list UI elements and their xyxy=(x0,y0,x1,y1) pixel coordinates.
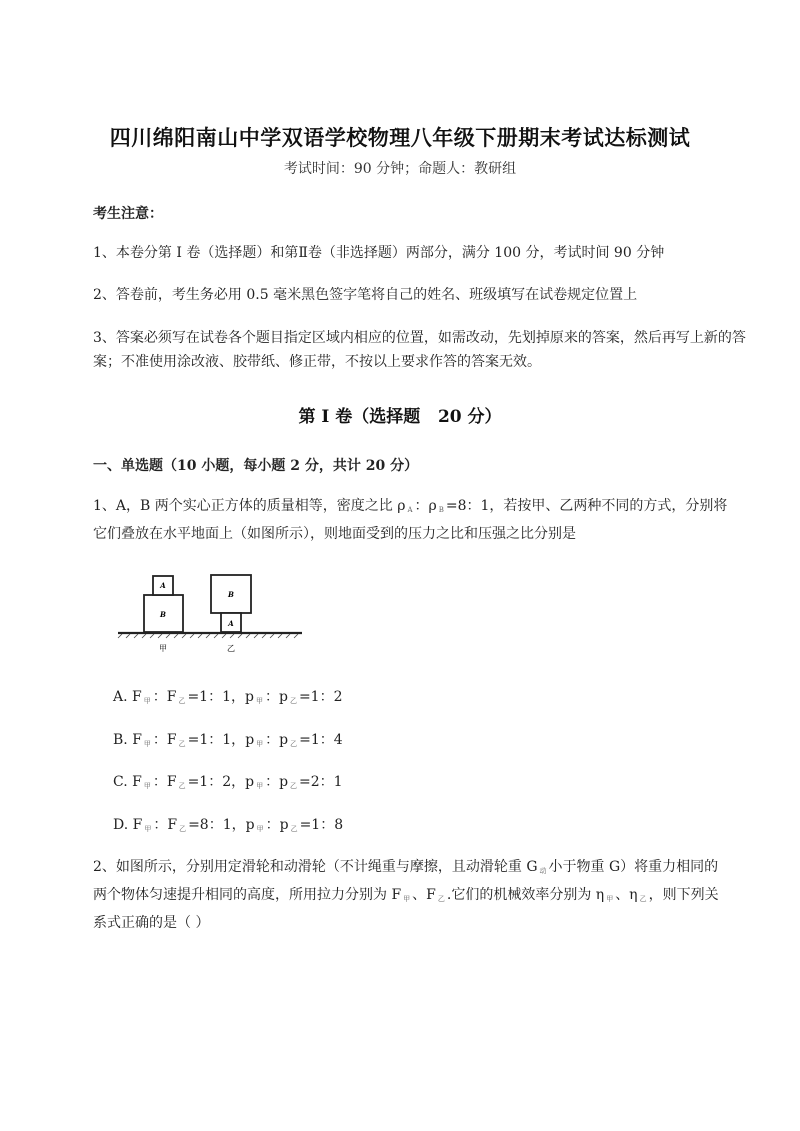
q2-text-b: 小于物重 G）将重力相同的 xyxy=(548,859,719,875)
notice-item-1: 1、本卷分第 I 卷（选择题）和第Ⅱ卷（非选择题）两部分，满分 100 分，考试时间 90 分钟 xyxy=(93,245,665,261)
sub-yi: 乙 xyxy=(290,782,298,790)
q2-text-f: 、η xyxy=(615,887,638,903)
option-letter: D. xyxy=(113,817,129,833)
sub-yi: 乙 xyxy=(178,782,186,790)
sub-jia: 甲 xyxy=(256,782,264,790)
sub-jia: 甲 xyxy=(143,697,151,705)
option-letter: A. xyxy=(113,689,128,705)
q1-option-c[interactable]: C. F $_甲$ ：F $_乙$ =1：2，p $_甲$ ：p $_乙$ =2：1 xyxy=(113,774,343,790)
sub-yi: 乙 xyxy=(179,825,187,833)
pressure-ratio: =1：8 xyxy=(299,817,344,833)
q2-text-a: 2、如图所示，分别用定滑轮和动滑轮（不计绳重与摩擦，且动滑轮重 G xyxy=(93,859,538,875)
notice-item-3: 3、答案必须写在试卷各个题目指定区域内相应的位置，如需改动，先划掉原来的答案，然后再写上新的答案；不准使用涂改液、胶带纸、修正带，不按以上要求作答的答案无效。 xyxy=(93,330,746,370)
sub-yi: 乙 xyxy=(290,740,298,748)
notice-heading: 考生注意： xyxy=(93,206,163,222)
q1-sub-a: A xyxy=(407,506,413,514)
force-ratio: =1：1， xyxy=(187,732,246,748)
q1-sub-b: B xyxy=(438,506,444,514)
q1-option-d[interactable]: D. F $_甲$ ：F $_乙$ =8：1，p $_甲$ ：p $_乙$ =1：8 xyxy=(113,817,344,833)
q2-sub-dong: 动 xyxy=(539,867,547,875)
q2-text-d: 、F xyxy=(412,887,436,903)
sub-jia: 甲 xyxy=(256,740,264,748)
sub-yi: 乙 xyxy=(178,697,186,705)
jia-box-b-label: B xyxy=(160,610,166,619)
q2-sub-jia: 甲 xyxy=(403,895,411,903)
q2-sub-jia-2: 甲 xyxy=(606,895,614,903)
section-title: 第 I 卷（选择题 20 分） xyxy=(298,407,502,427)
sub-jia: 甲 xyxy=(143,782,151,790)
sub-jia: 甲 xyxy=(144,825,152,833)
sub-jia: 甲 xyxy=(255,697,263,705)
sub-yi: 乙 xyxy=(290,825,298,833)
option-letter: C. xyxy=(113,774,128,790)
pressure-ratio: =2：1 xyxy=(299,774,343,790)
q1-option-a[interactable]: A. F $_甲$ ：F $_乙$ =1：1，p $_甲$ ：p $_乙$ =1：2 xyxy=(113,689,343,705)
q2-sub-yi: 乙 xyxy=(437,895,445,903)
label-yi: 乙 xyxy=(227,644,235,653)
q1-text-c: =8：1，若按甲、乙两种不同的方式，分别将 xyxy=(445,498,728,514)
q2-text-g: ，则下列关 xyxy=(648,887,719,903)
q2-text-e: .它们的机械效率分别为 η xyxy=(446,887,605,903)
jia-box-a-label: A xyxy=(160,581,166,590)
exam-info: 考试时间：90 分钟；命题人：教研组 xyxy=(283,161,517,177)
option-letter: B. xyxy=(113,732,128,748)
ground-hatch xyxy=(118,634,298,638)
q1-text-a: 1、A，B 两个实心正方体的质量相等，密度之比 ρ xyxy=(93,498,406,514)
q1-option-b[interactable]: B. F $_甲$ ：F $_乙$ =1：1，p $_甲$ ：p $_乙$ =1：4 xyxy=(113,732,343,748)
sub-yi: 乙 xyxy=(178,740,186,748)
question-1-text xyxy=(93,494,753,546)
label-jia: 甲 xyxy=(159,644,167,653)
page-title: 四川绵阳南山中学双语学校物理八年级下册期末考试达标测试 xyxy=(109,125,691,150)
q1-text-line2: 它们叠放在水平地面上（如图所示），则地面受到的压力之比和压强之比分别是 xyxy=(93,526,576,542)
q2-text-line3: 系式正确的是（ ） xyxy=(93,915,210,931)
force-ratio: =1：2， xyxy=(187,774,246,790)
pressure-ratio: =1：4 xyxy=(299,732,343,748)
q2-text-c: 两个物体匀速提升相同的高度，所用拉力分别为 F xyxy=(93,887,402,903)
yi-box-b-label: B xyxy=(228,590,234,599)
sub-jia: 甲 xyxy=(143,740,151,748)
question-2-text xyxy=(93,855,753,935)
notice-item-2: 2、答卷前，考生务必用 0.5 毫米黑色签字笔将自己的姓名、班级填写在试卷规定位置上 xyxy=(93,287,638,303)
q2-sub-yi-2: 乙 xyxy=(639,895,647,903)
force-ratio: =1：1， xyxy=(187,689,245,705)
force-ratio: =8：1， xyxy=(188,817,246,833)
yi-box-a-label: A xyxy=(228,619,234,628)
sub-yi: 乙 xyxy=(289,697,297,705)
q1-text-b: ：ρ xyxy=(414,498,437,514)
sub-jia: 甲 xyxy=(256,825,264,833)
pressure-ratio: =1：2 xyxy=(298,689,343,705)
q1-figure xyxy=(116,570,306,655)
part-heading: 一、单选题（10 小题，每小题 2 分，共计 20 分） xyxy=(93,458,419,474)
